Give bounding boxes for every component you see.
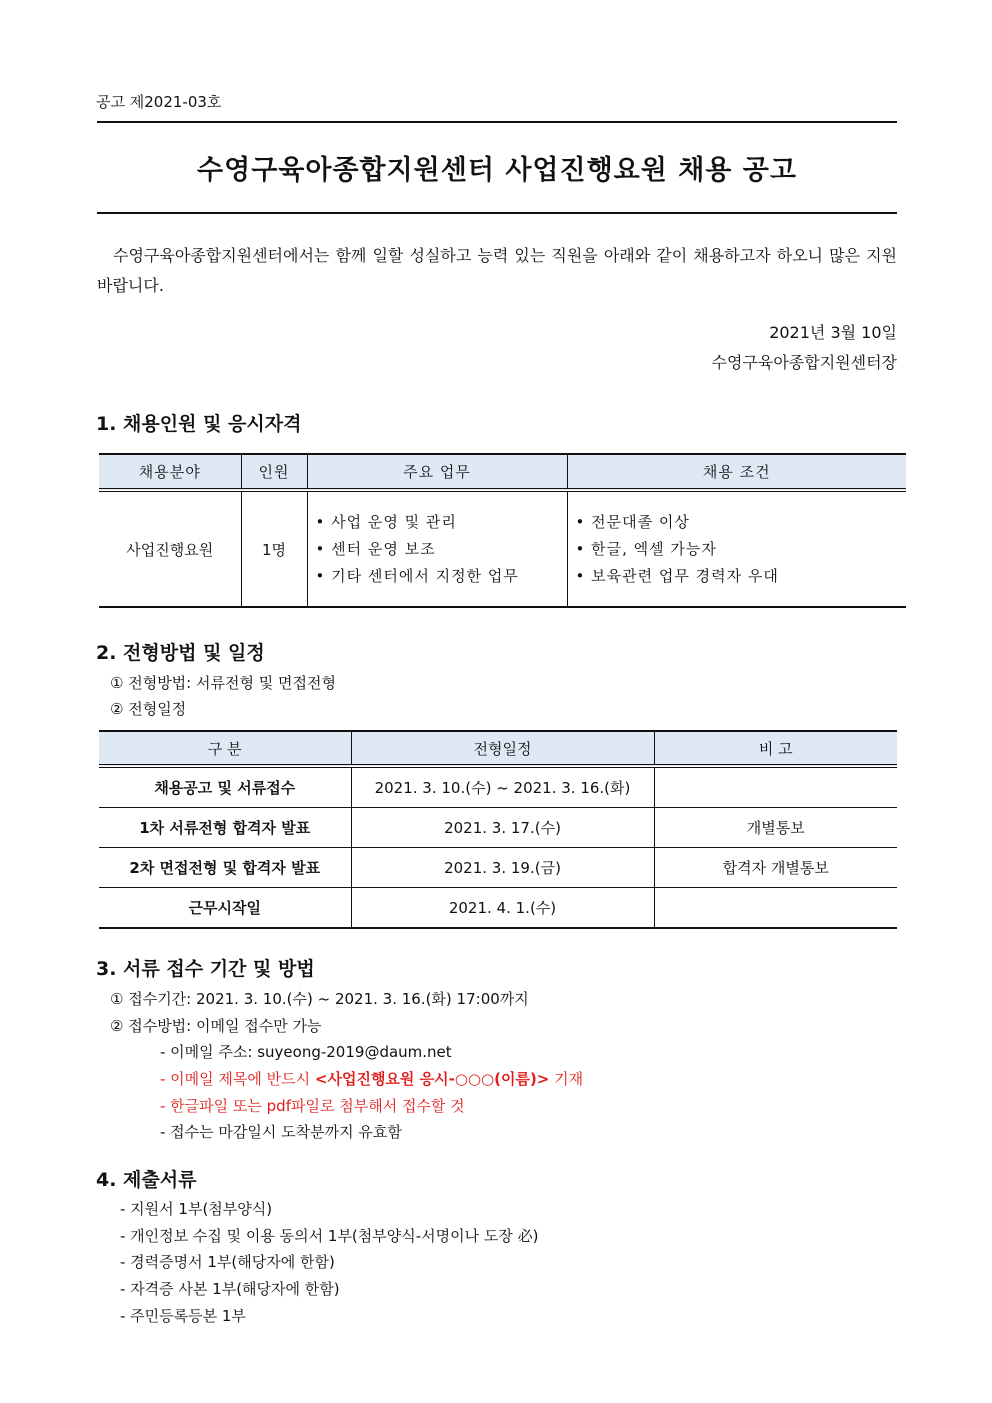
- selection-schedule-label: ② 전형일정: [110, 700, 187, 718]
- conditions-list: [568, 509, 907, 590]
- subject-format: <사업진행요원 응시-○○○(이름)>: [314, 1070, 550, 1088]
- list-item: • 센터 운영 보조: [316, 536, 567, 563]
- row-note: 개별통보: [654, 808, 897, 848]
- duties-list: [308, 509, 567, 590]
- section2-title: 2. 전형방법 및 일정: [96, 642, 265, 664]
- row-note: [654, 766, 897, 808]
- row-date: 2021. 3. 17.(수): [351, 808, 654, 848]
- list-item: - 경력증명서 1부(해당자에 한함): [120, 1253, 335, 1271]
- list-item: • 한글, 엑셀 가능자: [576, 536, 907, 563]
- intro-text: 수영구육아종합지원센터에서는 함께 일할 성실하고 능력 있는 직원을 아래와 같이 채용하고자 하오니 많은 지원 바랍니다.: [97, 246, 897, 295]
- row-note: 합격자 개별통보: [654, 848, 897, 888]
- list-item: - 지원서 1부(첨부양식): [120, 1200, 273, 1218]
- row-label: 1차 서류전형 합격자 발표: [99, 808, 351, 848]
- section3-title: 3. 서류 접수 기간 및 방법: [96, 958, 315, 980]
- list-item: - 개인정보 수집 및 이용 동의서 1부(첨부양식-서명이나 도장 必): [120, 1227, 539, 1245]
- application-method: ② 접수방법: 이메일 접수만 가능: [110, 1017, 322, 1035]
- recruitment-row: [99, 490, 906, 607]
- table-row: [99, 848, 897, 888]
- list-item: • 기타 센터에서 지정한 업무: [316, 563, 567, 590]
- schedule-header-row: [99, 731, 897, 766]
- email-address: - 이메일 주소: suyeong-2019@daum.net: [160, 1043, 452, 1061]
- file-format-note: - 한글파일 또는 pdf파일로 첨부해서 접수할 것: [160, 1097, 465, 1115]
- title-bottom-rule: [97, 212, 897, 214]
- section4-title: 4. 제출서류: [96, 1169, 197, 1191]
- row-date: 2021. 3. 10.(수) ~ 2021. 3. 16.(화): [351, 766, 654, 808]
- count-cell: 1명: [241, 490, 307, 607]
- notice-date: 2021년 3월 10일: [769, 323, 897, 342]
- table-row: [99, 888, 897, 929]
- table-row: [99, 766, 897, 808]
- row-date: 2021. 3. 19.(금): [351, 848, 654, 888]
- application-period: ① 접수기간: 2021. 3. 10.(수) ~ 2021. 3. 16.(화) 17:00까지: [110, 990, 529, 1008]
- deadline-note: - 접수는 마감일시 도착분까지 유효함: [160, 1123, 402, 1141]
- subject-suffix: 기재: [549, 1070, 584, 1088]
- recruitment-header-row: [99, 454, 906, 490]
- document-title: 수영구육아종합지원센터 사업진행요원 채용 공고: [197, 155, 797, 186]
- schedule-table: [99, 730, 897, 929]
- title-top-rule: [97, 121, 897, 123]
- row-label: 근무시작일: [99, 888, 351, 929]
- notice-number: 공고 제2021-03호: [96, 93, 222, 111]
- list-item: • 보육관련 업무 경력자 우대: [576, 563, 907, 590]
- col-field: 채용분야: [99, 454, 241, 490]
- col-conditions: 채용 조건: [567, 454, 906, 490]
- duties-cell: [307, 490, 567, 607]
- list-item: - 자격증 사본 1부(해당자에 한함): [120, 1280, 340, 1298]
- list-item: - 주민등록등본 1부: [120, 1307, 246, 1325]
- col-note: 비 고: [654, 731, 897, 766]
- list-item: • 전문대졸 이상: [576, 509, 907, 536]
- row-label: 채용공고 및 서류접수: [99, 766, 351, 808]
- conditions-cell: [567, 490, 906, 607]
- selection-method: ① 전형방법: 서류전형 및 면접전형: [110, 674, 336, 692]
- recruitment-table: [99, 453, 906, 608]
- section1-title: 1. 채용인원 및 응시자격: [96, 413, 302, 435]
- intro-paragraph: [97, 241, 897, 301]
- row-date: 2021. 4. 1.(수): [351, 888, 654, 929]
- col-count: 인원: [241, 454, 307, 490]
- table-row: [99, 808, 897, 848]
- issuer: 수영구육아종합지원센터장: [711, 353, 897, 372]
- email-subject-note: [160, 1068, 583, 1089]
- field-cell: 사업진행요원: [99, 490, 241, 607]
- row-label: 2차 면접전형 및 합격자 발표: [99, 848, 351, 888]
- list-item: • 사업 운영 및 관리: [316, 509, 567, 536]
- col-category: 구 분: [99, 731, 351, 766]
- col-duties: 주요 업무: [307, 454, 567, 490]
- col-schedule: 전형일정: [351, 731, 654, 766]
- subject-prefix: - 이메일 제목에 반드시: [160, 1070, 315, 1088]
- row-note: [654, 888, 897, 929]
